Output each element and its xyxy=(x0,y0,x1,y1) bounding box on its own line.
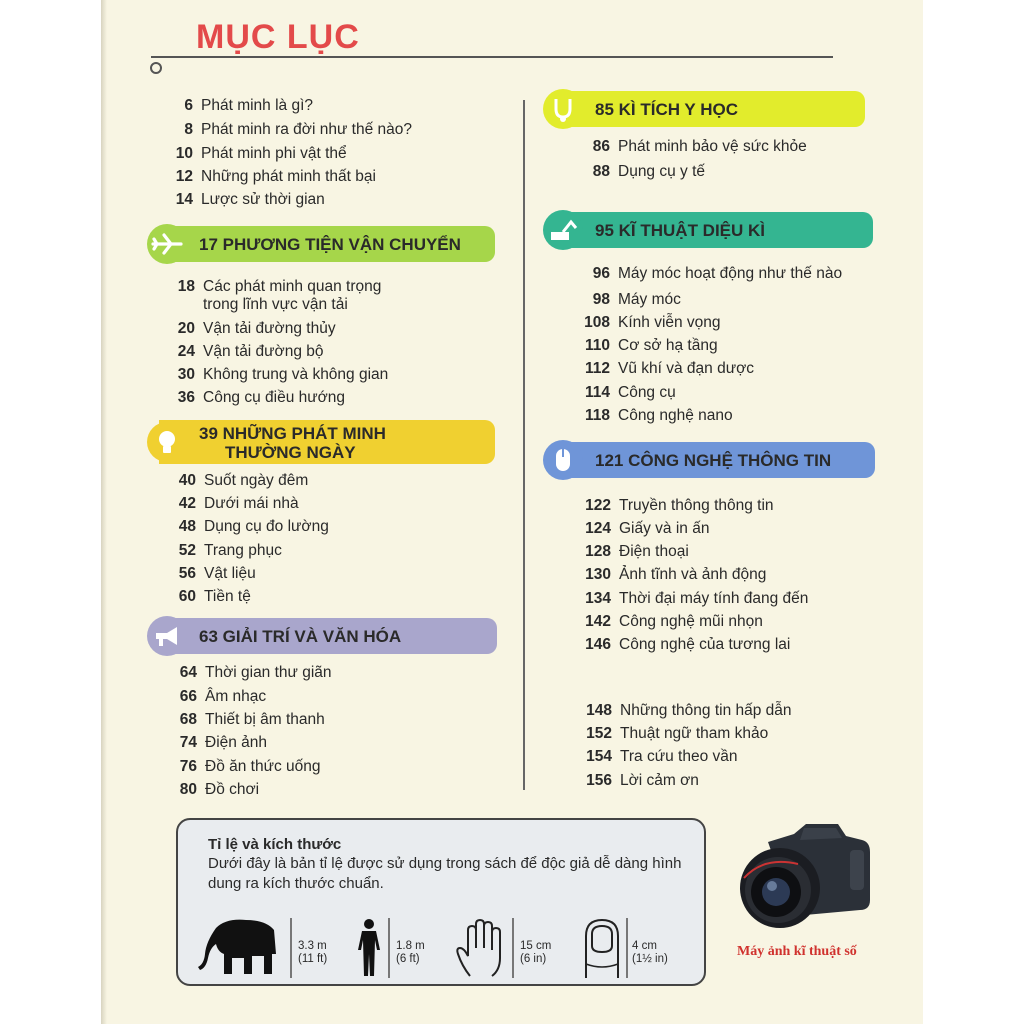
toc-entry[interactable] xyxy=(184,97,314,115)
page-number: 108 xyxy=(584,314,610,331)
toc-entry[interactable] xyxy=(585,590,809,608)
entry-title: Đồ ăn thức uống xyxy=(205,758,321,775)
page-number: 30 xyxy=(177,366,195,383)
hand-icon xyxy=(454,918,510,978)
entry-title: Công nghệ của tương lai xyxy=(619,636,791,653)
page-number: 24 xyxy=(177,343,195,360)
section-icon-holder xyxy=(543,210,583,250)
toc-entry[interactable] xyxy=(179,711,325,729)
toc-entry[interactable] xyxy=(179,664,332,682)
camera-icon xyxy=(734,820,874,932)
stethoscope-icon xyxy=(543,89,583,129)
page-number: 124 xyxy=(585,520,611,537)
page-number: 134 xyxy=(585,590,611,607)
toc-entry[interactable] xyxy=(179,734,268,752)
entry-title: Giấy và in ấn xyxy=(619,520,710,537)
toc-entry[interactable] xyxy=(586,772,699,790)
page-number: 154 xyxy=(586,748,612,765)
section-icon-holder xyxy=(147,422,187,462)
entry-title: Điện thoại xyxy=(619,543,689,560)
entry-title: Lược sử thời gian xyxy=(201,191,325,208)
entry-title: Những phát minh thất bại xyxy=(201,168,376,185)
toc-entry[interactable] xyxy=(179,781,260,799)
page-number: 128 xyxy=(585,543,611,560)
page-number: 156 xyxy=(586,772,612,789)
page-number: 88 xyxy=(592,163,610,180)
entry-title: Điện ảnh xyxy=(205,734,268,751)
toc-entry[interactable] xyxy=(584,407,733,425)
elephant-icon xyxy=(196,914,288,978)
page-number: 56 xyxy=(178,565,196,582)
page-number: 74 xyxy=(179,734,197,751)
entry-title: Lời cảm ơn xyxy=(620,772,699,789)
toc-entry[interactable] xyxy=(584,337,718,355)
section-header-transport[interactable] xyxy=(159,226,495,262)
toc-entry[interactable] xyxy=(586,725,769,743)
page-number: 122 xyxy=(585,497,611,514)
page-number: 148 xyxy=(586,702,612,719)
toc-entry[interactable] xyxy=(592,265,843,283)
human-figure-icon xyxy=(352,918,386,978)
entry-title: Cơ sở hạ tầng xyxy=(618,337,718,354)
entry-title: Vật liệu xyxy=(204,565,256,582)
toc-entry[interactable] xyxy=(585,520,710,538)
page-number: 112 xyxy=(584,360,610,377)
toc-entry[interactable] xyxy=(592,138,807,156)
page-number: 86 xyxy=(592,138,610,155)
page-number: 6 xyxy=(184,97,193,114)
section-header-engineering[interactable] xyxy=(555,212,873,248)
entry-title: Vận tải đường thủy xyxy=(203,320,336,337)
height-marker xyxy=(290,918,292,978)
toc-entry[interactable] xyxy=(586,748,738,766)
measure-value-imperial: (1½ in) xyxy=(632,953,668,965)
excavator-icon xyxy=(543,210,583,250)
page-number: 98 xyxy=(592,291,610,308)
section-heading: 121 CÔNG NGHỆ THÔNG TIN xyxy=(595,451,832,470)
page-number: 8 xyxy=(184,121,193,138)
entry-title: Phát minh là gì? xyxy=(201,97,314,114)
entry-title: Trang phục xyxy=(204,542,282,559)
page-number: 40 xyxy=(178,472,196,489)
toc-entry[interactable] xyxy=(585,543,689,561)
title-underline-dot xyxy=(150,62,162,74)
page-number: 66 xyxy=(179,688,197,705)
entry-title: Suốt ngày đêm xyxy=(204,472,309,489)
section-heading: 63 GIẢI TRÍ VÀ VĂN HÓA xyxy=(199,627,402,646)
page-number: 152 xyxy=(586,725,612,742)
height-marker xyxy=(626,918,628,978)
measure-value: 15 cm xyxy=(520,940,552,952)
toc-entry[interactable] xyxy=(177,278,382,314)
toc-entry[interactable] xyxy=(585,636,791,654)
page-number: 114 xyxy=(584,384,610,401)
entry-title: Thuật ngữ tham khảo xyxy=(620,725,769,742)
airplane-icon xyxy=(147,224,187,264)
page-number: 68 xyxy=(179,711,197,728)
measure-label xyxy=(632,940,668,966)
section-icon-holder xyxy=(543,440,583,480)
column-divider xyxy=(523,100,525,790)
measure-label xyxy=(298,940,327,966)
page-number: 96 xyxy=(592,265,610,282)
toc-entry[interactable] xyxy=(179,688,267,706)
toc-entry[interactable] xyxy=(175,191,325,209)
entry-title: Không trung và không gian xyxy=(203,366,389,383)
toc-entry[interactable] xyxy=(178,495,299,513)
toc-entry[interactable] xyxy=(585,497,774,515)
entry-title: Thời đại máy tính đang đến xyxy=(619,590,809,607)
entry-title: Đồ chơi xyxy=(205,781,260,798)
toc-entry[interactable] xyxy=(184,121,412,139)
measure-value-imperial: (6 in) xyxy=(520,953,547,965)
camera-caption: Máy ảnh kĩ thuật số xyxy=(737,944,857,959)
section-heading xyxy=(199,424,386,462)
toc-entry[interactable] xyxy=(178,518,329,536)
toc-entry[interactable] xyxy=(584,384,676,402)
toc-entry[interactable] xyxy=(179,758,321,776)
section-heading: 95 KĨ THUẬT DIỆU KÌ xyxy=(595,221,766,240)
entry-title: Vận tải đường bộ xyxy=(203,343,324,360)
section-header-medicine[interactable] xyxy=(555,91,865,127)
height-marker xyxy=(512,918,514,978)
entry-title: Công nghệ mũi nhọn xyxy=(619,613,763,630)
page-number: 10 xyxy=(175,145,193,162)
section-header-it[interactable] xyxy=(555,442,875,478)
toc-entry[interactable] xyxy=(178,542,282,560)
entry-title: Dụng cụ đo lường xyxy=(204,518,329,535)
toc-entry[interactable] xyxy=(178,472,309,490)
entry-title: Âm nhạc xyxy=(205,688,267,705)
toc-entry[interactable] xyxy=(585,566,767,584)
toc-entry[interactable] xyxy=(586,702,792,720)
toc-entry[interactable] xyxy=(178,565,256,583)
lightbulb-icon xyxy=(147,422,187,462)
toc-entry[interactable] xyxy=(177,320,336,338)
section-icon-holder xyxy=(543,89,583,129)
toc-entry[interactable] xyxy=(178,588,251,606)
section-heading: 85 KÌ TÍCH Y HỌC xyxy=(595,100,738,119)
page-number: 118 xyxy=(584,407,610,424)
page-number: 20 xyxy=(177,320,195,337)
toc-entry[interactable] xyxy=(175,168,376,186)
page-number: 14 xyxy=(175,191,193,208)
measure-value-imperial: (11 ft) xyxy=(298,953,328,965)
toc-entry[interactable] xyxy=(175,145,347,163)
entry-title: Công cụ điều hướng xyxy=(203,389,346,406)
section-header-everyday[interactable] xyxy=(159,420,495,464)
title-underline xyxy=(151,56,833,58)
scale-box-description: Dưới đây là bản tỉ lệ được sử dụng trong sách để độc giả dễ dàng hình dung ra kích thước chuẩn. xyxy=(208,855,682,892)
toc-entry[interactable] xyxy=(177,389,346,407)
section-heading-line2: THƯỜNG NGÀY xyxy=(225,443,356,462)
section-header-entertainment[interactable] xyxy=(159,618,497,654)
entry-title: Máy móc hoạt động như thế nào xyxy=(618,265,843,282)
entry-title: Phát minh ra đời như thế nào? xyxy=(201,121,412,138)
page-number: 76 xyxy=(179,758,197,775)
entry-title: Phát minh phi vật thể xyxy=(201,145,347,162)
mouse-icon xyxy=(543,440,583,480)
page-number: 142 xyxy=(585,613,611,630)
entry-title: Phát minh bảo vệ sức khỏe xyxy=(618,138,807,155)
toc-entry[interactable] xyxy=(592,291,681,309)
page-number: 48 xyxy=(178,518,196,535)
entry-title: Kính viễn vọng xyxy=(618,314,721,331)
entry-title: Công nghệ nano xyxy=(618,407,733,424)
page-number: 130 xyxy=(585,566,611,583)
height-marker xyxy=(388,918,390,978)
section-icon-holder xyxy=(147,616,187,656)
entry-title-continued: trong lĩnh vực vận tải xyxy=(203,296,348,313)
entry-title: Ảnh tĩnh và ảnh động xyxy=(619,566,767,583)
page-number: 60 xyxy=(178,588,196,605)
section-icon-holder xyxy=(147,224,187,264)
measure-value-imperial: (6 ft) xyxy=(396,953,420,965)
toc-entry[interactable] xyxy=(592,163,706,181)
scale-info-box xyxy=(176,818,706,986)
measure-label xyxy=(396,940,425,966)
entry-title: Máy móc xyxy=(618,291,681,308)
measure-value: 3.3 m xyxy=(298,940,327,952)
page-number: 110 xyxy=(584,337,610,354)
entry-title: Tra cứu theo vần xyxy=(620,748,738,765)
entry-title: Tiền tệ xyxy=(204,588,251,605)
entry-title: Các phát minh quan trọng xyxy=(203,278,382,295)
megaphone-icon xyxy=(147,616,187,656)
book-page xyxy=(101,0,923,1024)
toc-entry[interactable] xyxy=(585,613,763,631)
entry-title: Dụng cụ y tế xyxy=(618,163,706,180)
toc-entry[interactable] xyxy=(177,343,324,361)
measure-value: 1.8 m xyxy=(396,940,425,952)
entry-title: Những thông tin hấp dẫn xyxy=(620,702,792,719)
page-number: 64 xyxy=(179,664,197,681)
measure-label xyxy=(520,940,551,966)
page-number: 52 xyxy=(178,542,196,559)
page-title: MỤC LỤC xyxy=(196,18,360,56)
entry-title: Thời gian thư giãn xyxy=(205,664,332,681)
page-number: 42 xyxy=(178,495,196,512)
toc-entry[interactable] xyxy=(584,314,721,332)
page-number: 146 xyxy=(585,636,611,653)
page-number: 80 xyxy=(179,781,197,798)
toc-entry[interactable] xyxy=(584,360,755,378)
section-heading: 17 PHƯƠNG TIỆN VẬN CHUYỂN xyxy=(199,235,461,254)
page-number: 18 xyxy=(177,278,195,295)
toc-entry[interactable] xyxy=(177,366,389,384)
entry-title: Công cụ xyxy=(618,384,676,401)
section-heading-line1: 39 NHỮNG PHÁT MINH xyxy=(199,424,386,443)
entry-title: Vũ khí và đạn dược xyxy=(618,360,755,377)
entry-title: Dưới mái nhà xyxy=(204,495,299,512)
page-number: 12 xyxy=(175,168,193,185)
entry-title: Truyền thông thông tin xyxy=(619,497,774,514)
page-number: 36 xyxy=(177,389,195,406)
entry-title: Thiết bị âm thanh xyxy=(205,711,325,728)
scale-box-heading: Tỉ lệ và kích thước xyxy=(208,836,342,853)
fingertip-icon xyxy=(580,916,624,978)
measure-value: 4 cm xyxy=(632,940,657,952)
